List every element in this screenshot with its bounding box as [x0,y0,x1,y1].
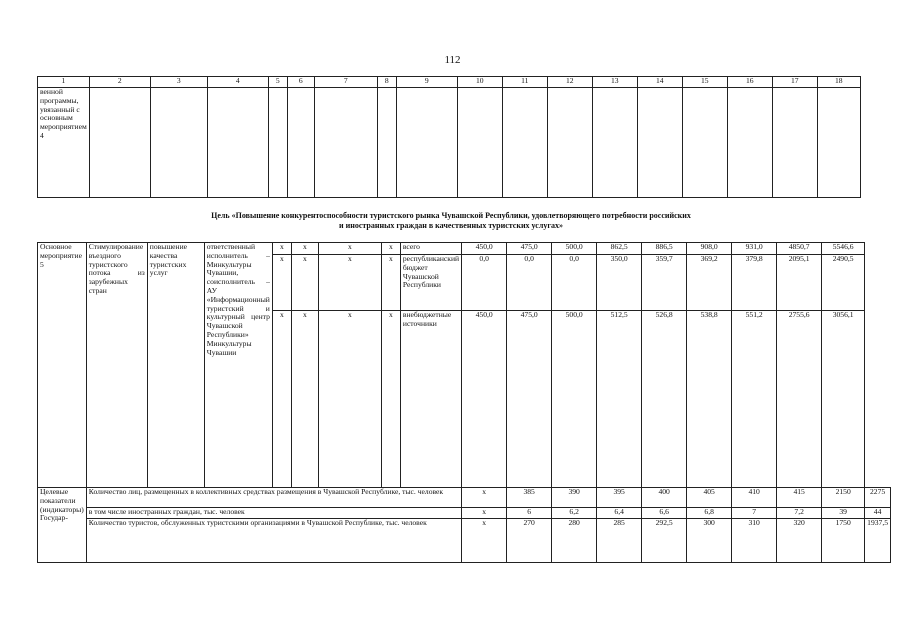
column-number-14: 14 [637,77,682,88]
indicator-value: 395 [597,488,642,508]
indicator-value: 390 [552,488,597,508]
value-cell: 2095,1 [777,255,822,311]
indicator-value: 410 [732,488,777,508]
indicator-value: 39 [822,508,865,519]
value-cell: 450,0 [462,243,507,255]
value-cell: 359,7 [642,255,687,311]
column-number-8: 8 [377,77,396,88]
indicator-name: в том числе иностранных граждан, тыс. человек [86,508,461,519]
value-cell: 4850,7 [777,243,822,255]
column-number-9: 9 [396,77,457,88]
indicator-row [38,519,891,563]
funding-source: всего [400,243,461,255]
code-cell: x [272,243,291,255]
code-cell: x [381,243,400,255]
goal-line-2: и иностранных граждан в качественных туристских услугах» [339,221,563,230]
indicator-value: 2275 [865,488,891,508]
value-cell: 0,0 [552,255,597,311]
column-number-18: 18 [817,77,860,88]
value-cell: 3056,1 [822,311,865,488]
value-cell: 551,2 [732,311,777,488]
value-cell: 0,0 [462,255,507,311]
funding-source: внебюджетные источники [400,311,461,488]
code-cell: x [291,255,318,311]
activity-name: Стимулирование въездного туристского потока из зарубежных стран [86,243,147,488]
value-cell: 538,8 [687,311,732,488]
value-cell: 450,0 [462,311,507,488]
column-number-15: 15 [682,77,727,88]
activity-row-total [38,243,891,255]
code-cell: x [381,311,400,488]
code-cell: x [318,311,381,488]
activity-executor: ответственный исполнитель – Минкультуры Чувашии, соисполнитель – АУ «Информационный туристский и культурный центр Чувашской Республики» Минкультуры Чувашии [204,243,272,488]
indicator-mark: x [462,519,507,563]
code-cell: x [272,255,291,311]
budget-table-main [37,242,891,563]
indicator-value: 385 [507,488,552,508]
value-cell: 350,0 [597,255,642,311]
indicator-value: 7 [732,508,777,519]
indicator-value: 6,6 [642,508,687,519]
column-number-5: 5 [268,77,287,88]
indicator-value: 415 [777,488,822,508]
activity-goal: повышение качества туристских услуг [147,243,204,488]
indicators-label: Целевые показатели (индикаторы) Государ- [38,488,87,563]
indicator-value: 1937,5 [865,519,891,563]
activity-type: Основное мероприятие 5 [38,243,87,488]
indicator-value: 1750 [822,519,865,563]
indicator-value: 7,2 [777,508,822,519]
value-cell: 475,0 [507,311,552,488]
value-cell: 862,5 [597,243,642,255]
indicator-value: 292,5 [642,519,687,563]
value-cell: 369,2 [687,255,732,311]
indicator-value: 310 [732,519,777,563]
value-cell: 379,8 [732,255,777,311]
column-number-7: 7 [314,77,377,88]
column-number-6: 6 [287,77,314,88]
indicator-value: 285 [597,519,642,563]
indicator-value: 6 [507,508,552,519]
indicator-value: 405 [687,488,732,508]
value-cell: 475,0 [507,243,552,255]
indicator-value: 320 [777,519,822,563]
column-number-17: 17 [772,77,817,88]
column-number-1: 1 [38,77,90,88]
code-cell: x [291,311,318,488]
indicator-value: 300 [687,519,732,563]
indicator-mark: x [462,488,507,508]
indicator-value: 2150 [822,488,865,508]
indicator-value: 44 [865,508,891,519]
value-cell: 526,8 [642,311,687,488]
code-cell: x [318,243,381,255]
column-number-10: 10 [457,77,502,88]
indicator-value: 270 [507,519,552,563]
continuation-cell: венной программы, увязанный с основным мероприятием 4 [38,88,90,198]
value-cell: 908,0 [687,243,732,255]
code-cell: x [291,243,318,255]
budget-table-top [37,76,861,198]
code-cell: x [381,255,400,311]
indicator-value: 400 [642,488,687,508]
indicator-row [38,488,891,508]
column-number-11: 11 [502,77,547,88]
column-number-16: 16 [727,77,772,88]
indicator-value: 280 [552,519,597,563]
value-cell: 5546,6 [822,243,865,255]
page-number: 112 [444,54,461,66]
column-number-12: 12 [547,77,592,88]
indicator-mark: x [462,508,507,519]
column-number-4: 4 [207,77,268,88]
goal-line-1: Цель «Повышение конкурентоспособности туристского рынка Чувашской Республики, удовлетворяющего потребности российских [211,211,691,220]
continuation-row [38,88,861,198]
column-number-row [38,77,861,88]
value-cell: 2755,6 [777,311,822,488]
indicator-name: Количество лиц, размещенных в коллективных средствах размещения в Чувашской Республике, тыс. человек [86,488,461,508]
column-number-3: 3 [150,77,207,88]
goal-heading [37,211,865,231]
value-cell: 500,0 [552,243,597,255]
column-number-13: 13 [592,77,637,88]
indicator-name: Количество туристов, обслуженных туристскими организациями в Чувашской Республике, тыс. человек [86,519,461,563]
indicator-value: 6,4 [597,508,642,519]
column-number-2: 2 [89,77,150,88]
code-cell: x [318,255,381,311]
value-cell: 0,0 [507,255,552,311]
value-cell: 931,0 [732,243,777,255]
value-cell: 2490,5 [822,255,865,311]
indicator-value: 6,2 [552,508,597,519]
value-cell: 500,0 [552,311,597,488]
code-cell: x [272,311,291,488]
indicator-value: 6,8 [687,508,732,519]
indicator-row [38,508,891,519]
funding-source: республиканский бюджет Чувашской Республики [400,255,461,311]
value-cell: 512,5 [597,311,642,488]
value-cell: 886,5 [642,243,687,255]
